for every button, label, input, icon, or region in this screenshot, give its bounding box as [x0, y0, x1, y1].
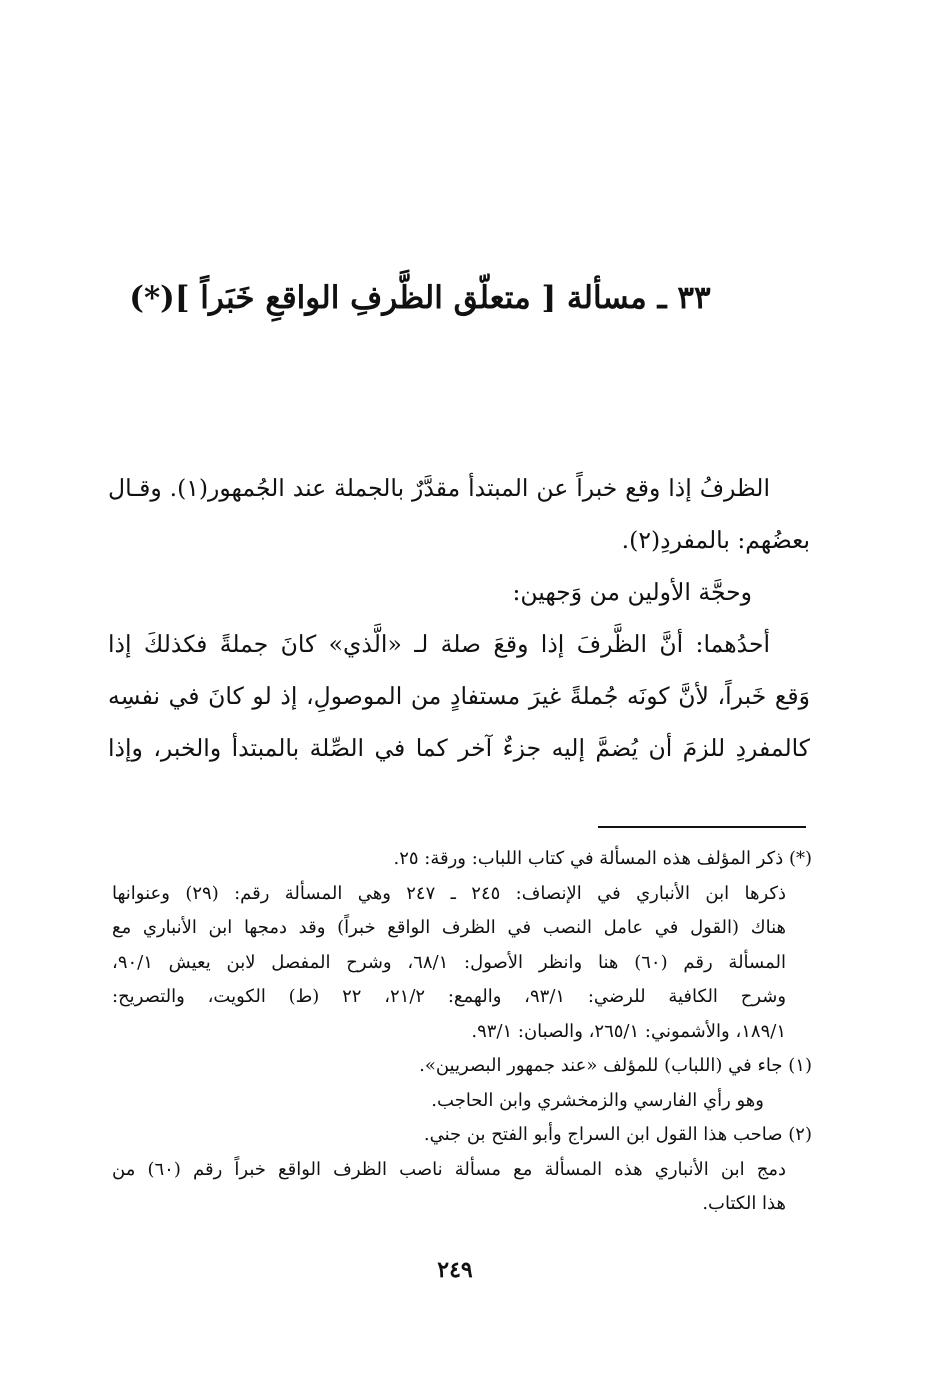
paragraph-3-line-1: أحدُهما: أنَّ الظَّرفَ إذا وقعَ صلة لـ «الَّذي» كانَ جملةً فكذلكَ إذا — [108, 630, 770, 658]
paragraph-3-line-2: وَقع خَبراً، لأنَّ كونَه جُملةً غيرَ مستفادٍ من الموصولِ، إذ لو كانَ في نفسِه — [108, 682, 810, 710]
footnote-star-line-3: هناك (القول في عامل النصب في الظرف الواقع خبراً) وقد دمجها ابن الأنباري مع — [112, 917, 786, 938]
paragraph-2: وحجَّة الأولين من وَجهين: — [512, 578, 752, 606]
footnotes — [112, 842, 812, 1222]
paragraph-1-line-2: بعضُهم: بالمفردِ(٢). — [621, 526, 810, 554]
footnote-2-line-3: هذا الكتاب. — [702, 1193, 786, 1214]
paragraph-1-line-1: الظرفُ إذا وقع خبراً عن المبتدأ مقدَّرٌ بالجملة عند الجُمهور(١). وقـال — [108, 474, 770, 502]
footnote-star-line-4: المسألة رقم (٦٠) هنا وانظر الأصول: ٦٨/١، وشرح المفصل لابن يعيش ٩٠/١، — [112, 951, 786, 973]
paragraph-3-line-3: كالمفردِ للزمَ أن يُضمَّ إليه جزءٌ آخر كما في الصِّلة بالمبتدأ والخبر، وإذا — [108, 734, 810, 762]
footnote-star-line-1: (*) ذكر المؤلف هذه المسألة في كتاب اللباب: ورقة: ٢٥. — [393, 848, 812, 869]
footnote-2-line-1: (٢) صاحب هذا القول ابن السراج وأبو الفتح بن جني. — [423, 1124, 812, 1145]
footnote-star-line-2: ذكرها ابن الأنباري في الإنصاف: ٢٤٥ ـ ٢٤٧ وهي المسألة رقم: (٢٩) وعنوانها — [112, 882, 786, 904]
footnote-2-line-2: دمج ابن الأنباري هذه المسألة مع مسألة ناصب الظرف الواقع خبراً رقم (٦٠) من — [112, 1158, 786, 1180]
footnote-separator — [598, 826, 806, 828]
footnote-1-line-1: (١) جاء في (اللباب) للمؤلف «عند جمهور البصريين». — [419, 1055, 812, 1076]
paragraph-1 — [108, 462, 810, 566]
section-title: ٣٣ ـ مسألة [ متعلّق الظَّرفِ الواقعِ خَبَراً ](*) — [129, 280, 711, 316]
paragraph-3 — [108, 618, 810, 774]
footnote-1-line-2: وهو رأي الفارسي والزمخشري وابن الحاجب. — [431, 1089, 764, 1111]
footnote-star-line-6: ١٨٩/١، والأشموني: ٢٦٥/١، والصبان: ٩٣/١. — [471, 1020, 786, 1042]
footnote-star-line-5: وشرح الكافية للرضي: ٩٣/١، والهمع: ٢١/٢، ٢٢ (ط) الكويت، والتصريح: — [112, 986, 787, 1007]
page-number: ٢٤٩ — [437, 1257, 473, 1283]
